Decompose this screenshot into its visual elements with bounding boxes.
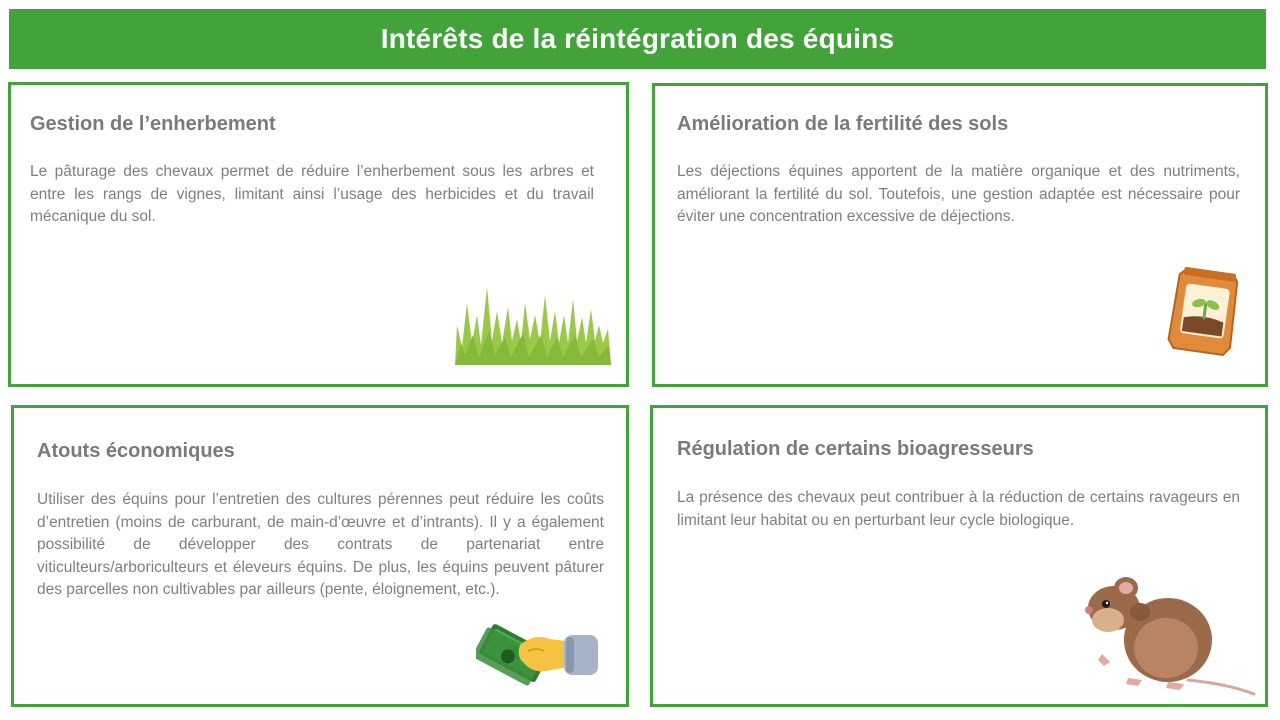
fertilizer-bag-icon [1163,264,1247,356]
card-title: Atouts économiques [37,440,235,462]
page-title: Intérêts de la réintégration des équins [380,23,895,54]
card-pest-regulation [650,405,1268,707]
rodent-icon [1068,574,1258,698]
card-text: La présence des chevaux peut contribuer à la réduction de certains ravageurs en limitant leur habitat ou en perturbant leur cycle biologique. [677,489,1240,529]
grass-icon [453,285,613,367]
card-title: Gestion de l’enherbement [30,113,276,135]
card-title: Amélioration de la fertilité des sols [677,113,1009,135]
card-economic-benefits [11,405,629,707]
card-title: Régulation de certains bioagresseurs [677,438,1034,460]
card-weed-management [8,82,629,387]
card-text: Les déjections équines apportent de la matière organique et des nutriments, améliorant la fertilité du sol. Toutefois, une gestion adaptée est nécessaire pour éviter une concentration excessive de déjections. [677,163,1240,225]
title-banner [9,9,1266,69]
card-text: Utiliser des équins pour l’entretien des cultures pérennes peut réduire les coûts d’entretien (moins de carburant, de main-d’œuvre et d’intrants). Il y a également possibilité de développer des contrats de partenariat entre viticulteurs/arboriculteurs et éleveurs équins. De plus, les équins peuvent pâturer des parcelles non cultivables par ailleurs (pente, éloignement, etc.). [37,491,604,598]
money-hand-icon [476,615,604,687]
card-text: Le pâturage des chevaux permet de réduire l’enherbement sous les arbres et entre les rangs de vignes, limitant ainsi l’usage des herbicides et du travail mécanique du sol. [30,163,594,225]
card-soil-fertility [652,83,1268,387]
